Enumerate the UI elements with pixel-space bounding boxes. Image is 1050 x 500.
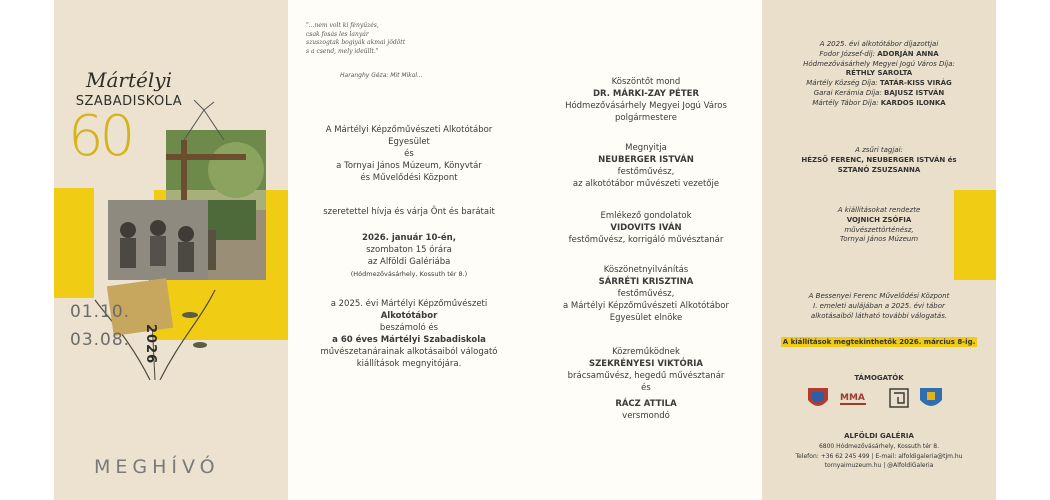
org-line: a Tornyai János Múzeum, Könyvtár — [336, 161, 482, 171]
quote-line: "...nem volt ki fényüzés, — [306, 22, 379, 29]
org-line: és Művelődési Központ — [360, 173, 458, 183]
award-item: Fodor József-díj: ADORJÁN ANNA — [819, 49, 939, 58]
org-line: és — [404, 149, 414, 159]
jury-line: SZTANÓ ZSUZSANNA — [837, 165, 921, 174]
program-desc: Egyesület elnöke — [609, 313, 683, 323]
gallery-address: 6800 Hódmezővásárhely, Kossuth tér 8. — [818, 442, 939, 450]
bessenyei-note — [762, 292, 996, 321]
invitation-panel — [288, 0, 530, 500]
curator-heading: A kiállításokat rendezte — [837, 206, 921, 214]
program-desc: versmondó — [622, 411, 670, 421]
note-line: I. emeleti aulájában a 2025. évi tábor — [813, 301, 945, 310]
awards-list — [762, 40, 996, 109]
sponsor-logos — [806, 386, 956, 412]
gallery-info — [762, 432, 996, 471]
program-item — [530, 398, 762, 422]
awards-heading: A 2025. évi alkotótábor díjazottjai — [819, 40, 939, 48]
museum-logo-icon — [840, 393, 866, 405]
info-panel — [762, 0, 996, 500]
program-item — [530, 210, 762, 246]
maze-logo-icon — [890, 389, 908, 407]
viewable-date: A kiállítások megtekinthetők 2026. március 8-ig. — [782, 338, 976, 346]
program-name: VIDOVITS IVÁN — [610, 223, 682, 233]
cover-year: 2026 — [143, 324, 158, 365]
event-line: a 60 éves Mártélyi Szabadiskola — [332, 335, 486, 345]
award-item: Mártély Tábor Díja: KARDOS ILONKA — [812, 98, 946, 107]
event-line: művészetanárainak alkotásaiból válogató — [320, 347, 498, 357]
gallery-web: tornyaimuzeum.hu | @AlfoldiGaleria — [824, 462, 934, 470]
coat-of-arms-icon — [808, 388, 828, 406]
event-datetime — [292, 232, 526, 280]
award-item: Hódmezővásárhely Megyei Jogú Város Díja: — [803, 59, 955, 68]
curator-desc: Tornyai János Múzeum — [839, 235, 919, 244]
program-name: NEUBERGER ISTVÁN — [598, 155, 694, 165]
event-description — [292, 298, 526, 370]
place-line: az Alföldi Galériába — [367, 257, 451, 267]
note-line: A Bessenyei Ferenc Művelődési Központ — [808, 292, 950, 300]
award-item: RÉTHLY SAROLTA — [845, 69, 913, 78]
quote-line: szuszogtak bogiyák akmai jödött — [306, 39, 406, 46]
quote-author: Haranghy Géza: Mit Mikol... — [340, 72, 423, 79]
cover-title: Mártélyi — [86, 68, 172, 92]
program-role: Köszöntőt mond — [611, 77, 681, 87]
program-item — [530, 76, 762, 124]
cover-panel — [54, 0, 288, 500]
program-desc: az alkotótábor művészeti vezetője — [572, 179, 720, 189]
quote-line: csak fosás les lanyár — [306, 30, 369, 38]
program-desc: brácsaművész, hegedű művésztanár — [567, 371, 725, 381]
invite-line: szeretettel hívja és várja Önt és barátait — [323, 207, 495, 217]
svg-text:MMA: MMA — [840, 393, 865, 403]
program-desc: festőművész, — [617, 167, 675, 177]
gallery-contact: Telefon: +36 62 245 499 | E-mail: alfoldigaleria@tjm.hu — [795, 452, 963, 460]
event-line: Alkotótábor — [380, 311, 438, 321]
note-line: alkotásaiból látható további válogatás. — [810, 311, 948, 320]
program-role: Emlékező gondolatok — [600, 211, 692, 221]
jury-line: HÉZSŐ FERENC, NEUBERGER ISTVÁN és — [801, 155, 957, 164]
program-desc: festőművész, — [617, 289, 675, 299]
program-role: Közreműködnek — [612, 347, 680, 357]
cover-date-start: 01.10. — [70, 302, 131, 322]
award-item: Mártély Község Díja: TATÁR-KISS VIRÁG — [806, 79, 952, 88]
program-desc: a Mártélyi Képzőművészeti Alkotótábor — [562, 301, 729, 311]
org-line: Egyesület — [388, 137, 430, 147]
org-line: A Mártélyi Képzőművészeti Alkotótábor — [325, 125, 493, 135]
program-desc: festőművész, korrigáló művésztanár — [568, 235, 724, 245]
program-item — [530, 142, 762, 190]
event-line: a 2025. évi Mártélyi Képzőművészeti — [330, 299, 488, 309]
award-item: Garai Kerámia Díja: BAJUSZ ISTVÁN — [813, 88, 945, 97]
program-item — [530, 264, 762, 324]
program-name: SZEKRÉNYESI VIKTÓRIA — [589, 359, 703, 369]
cover-subtitle: SZABADISKOLA — [75, 94, 183, 109]
time-line: szombaton 15 órára — [366, 245, 452, 255]
city-arms-icon — [920, 388, 942, 406]
quote — [306, 22, 466, 56]
program-desc: polgármestere — [615, 113, 677, 123]
cover-number: 60 — [68, 104, 132, 169]
program-name: RÁCZ ATTILA — [615, 399, 677, 409]
program-desc: Hódmezővásárhely Megyei Jogú Város — [565, 101, 727, 111]
event-line: beszámoló és — [379, 323, 439, 333]
date-line: 2026. január 10-én, — [362, 233, 456, 243]
cover-date-end: 03.08. — [70, 330, 131, 350]
yellow-block-left — [54, 188, 94, 298]
program-role: Megnyitja — [625, 143, 667, 153]
jury — [762, 146, 996, 175]
cover-meghivo: MEGHÍVÓ — [94, 456, 220, 478]
address-line: (Hódmezővásárhely, Kossuth tér 8.) — [350, 270, 468, 278]
quote-line: s a csend, mely ideüllt." — [306, 47, 379, 55]
program-name: SÁRRÉTI KRISZTINA — [598, 277, 694, 287]
program-item — [530, 346, 762, 394]
organizers — [292, 124, 526, 184]
program-desc: és — [641, 383, 651, 393]
viewable-note — [762, 338, 996, 348]
sponsors-heading: TÁMOGATÓK — [854, 374, 904, 382]
program-role: Köszönetnyilvánítás — [603, 265, 689, 275]
curator-name: VOJNICH ZSÓFIA — [846, 215, 912, 224]
program-name: DR. MÁRKI-ZAY PÉTER — [592, 89, 700, 99]
event-line: kiállítások megnyitójára. — [356, 359, 462, 369]
curator-desc: művészettörténész, — [844, 225, 914, 234]
jury-heading: A zsűri tagjai: — [855, 146, 903, 154]
curator — [762, 206, 996, 245]
gallery-name: ALFÖLDI GALÉRIA — [844, 432, 914, 440]
program-panel — [530, 0, 762, 500]
